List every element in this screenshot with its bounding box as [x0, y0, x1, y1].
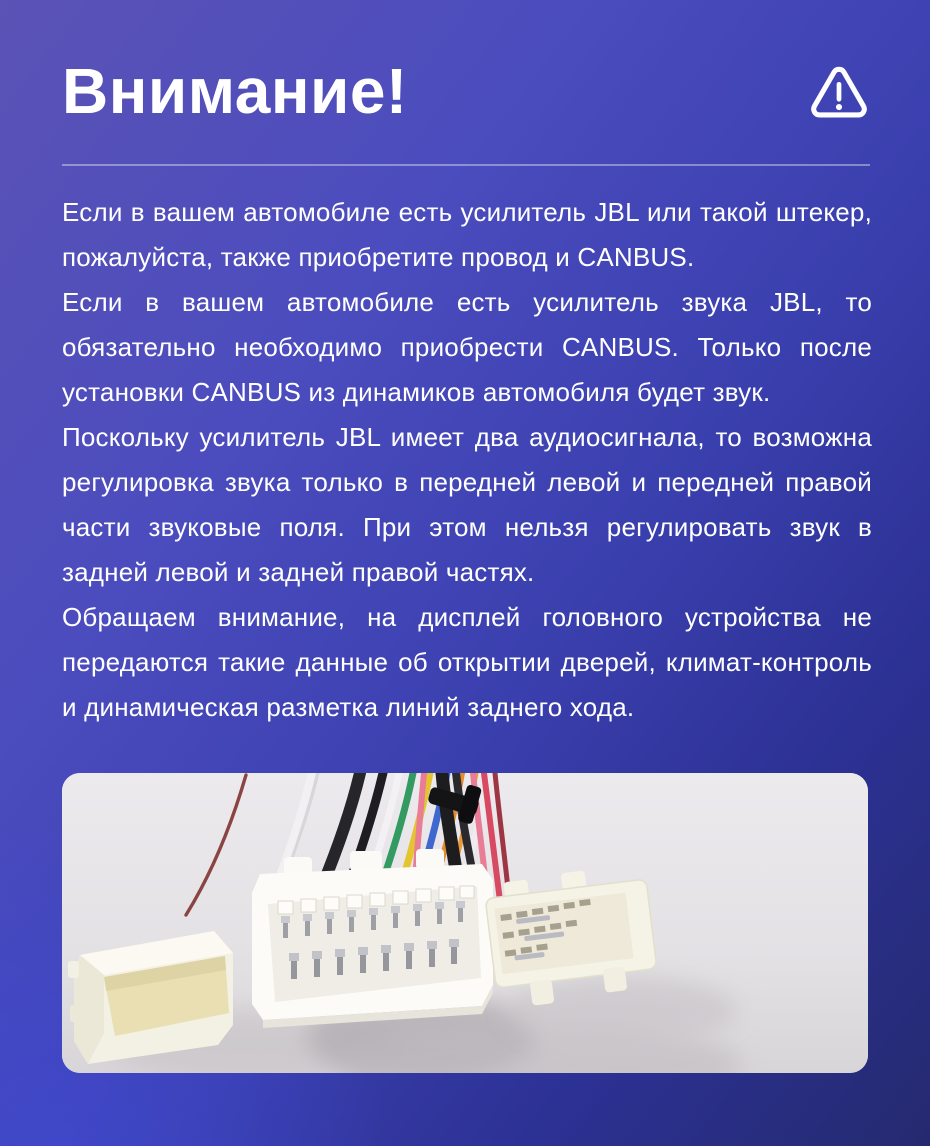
warning-paragraph-3: Поскольку усилитель JBL имеет два аудиосигнала, то возможна регулировка звука только в передней левой и передней правой части звуковые поля. При этом нельзя регулировать звук в задней левой и задней правой частях.	[62, 422, 872, 587]
warning-triangle-icon	[810, 64, 868, 125]
divider	[62, 164, 870, 166]
connectors-photo	[62, 773, 868, 1073]
connector-middle	[252, 849, 493, 1028]
warning-text	[62, 190, 872, 730]
page-title: Внимание!	[62, 55, 408, 127]
warning-paragraph-1: Если в вашем автомобиле есть усилитель JBL или такой штекер, пожалуйста, также приобретите провод и CANBUS.	[62, 197, 872, 272]
header	[0, 0, 930, 130]
warning-paragraph-2: Если в вашем автомобиле есть усилитель звука JBL, то обязательно необходимо приобрести CANBUS. Только после установки CANBUS из динамиков автомобиля будет звук.	[62, 287, 872, 407]
warning-paragraph-4: Обращаем внимание, на дисплей головного устройства не передаются такие данные об открытии дверей, климат-контроль и динамическая разметка линий заднего хода.	[62, 602, 872, 722]
